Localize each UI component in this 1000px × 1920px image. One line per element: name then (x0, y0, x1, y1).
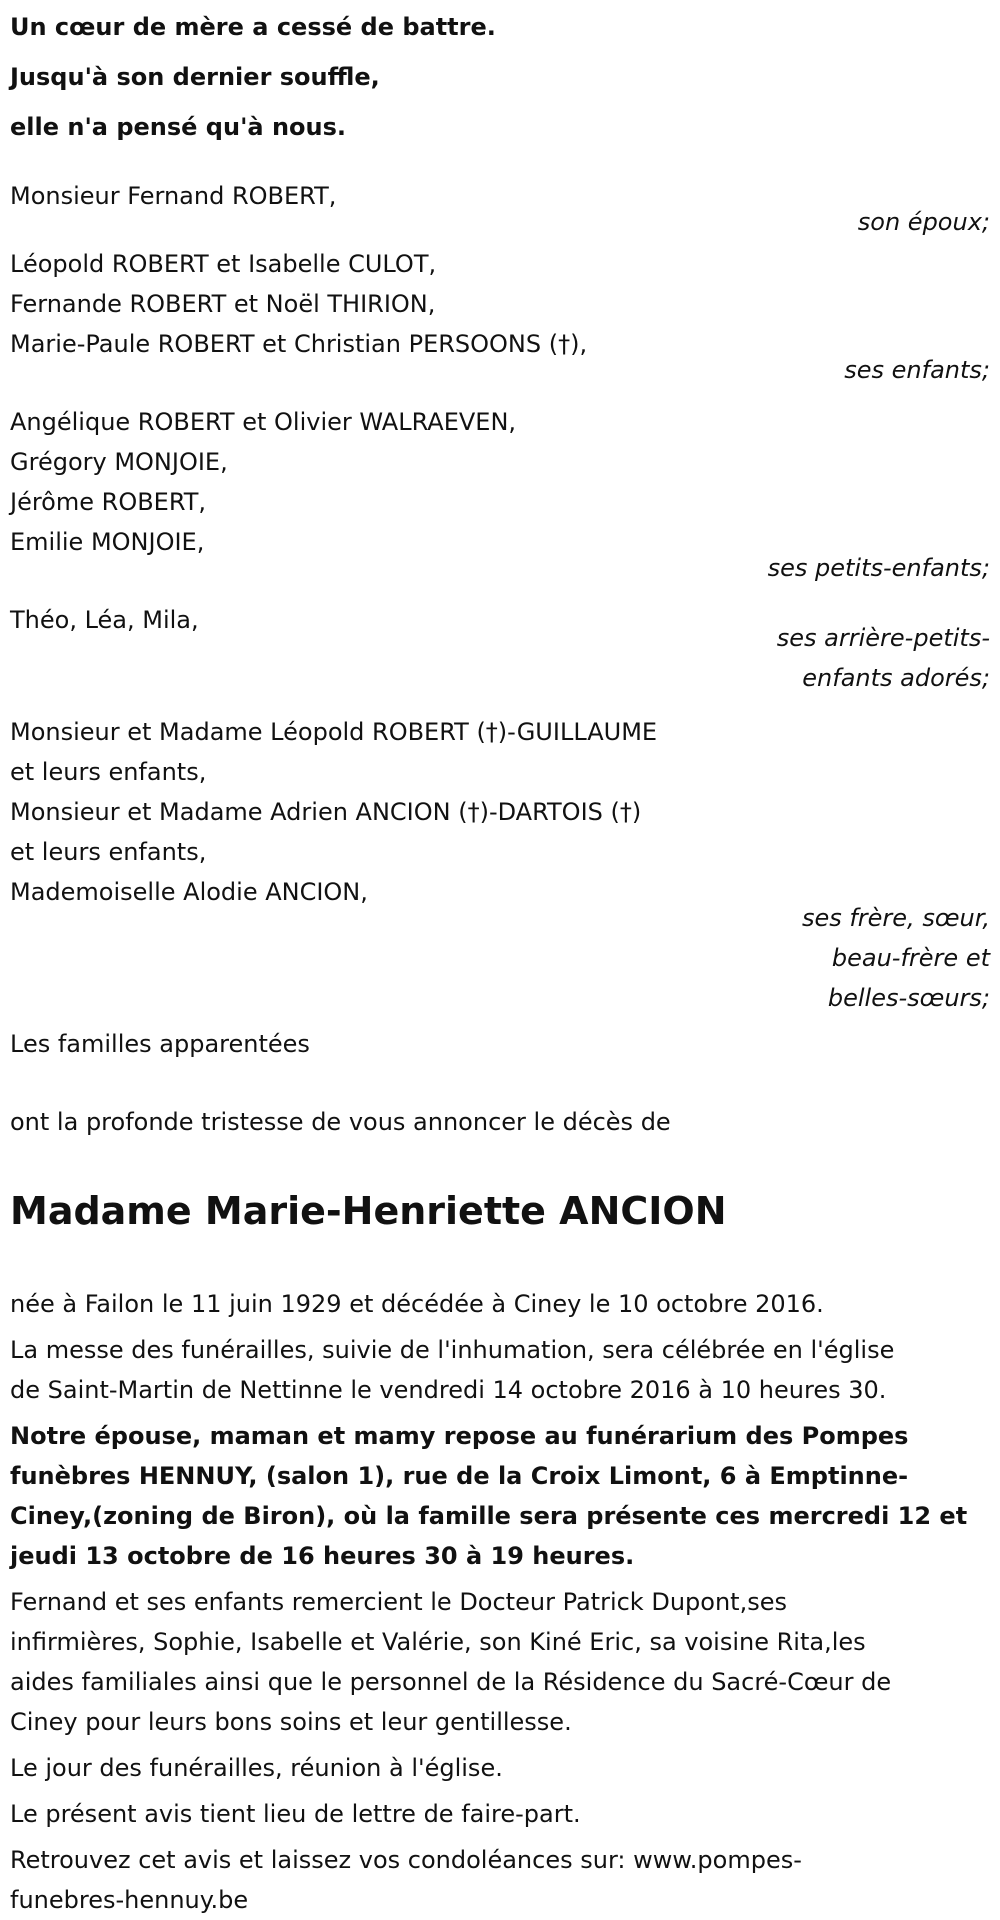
verse-line: elle n'a pensé qu'à nous. (10, 113, 347, 141)
siblings-relation: ses frère, sœur, beau-frère et belles-sœurs; (801, 904, 990, 1012)
children-relation: ses enfants; (844, 356, 990, 384)
husband-name: Monsieur Fernand ROBERT, (10, 182, 337, 210)
meeting-line: Le jour des funérailles, réunion à l'église. (10, 1754, 503, 1782)
birth-death-line: née à Failon le 11 juin 1929 et décédée à Ciney le 10 octobre 2016. (10, 1290, 824, 1318)
great-grandchildren-relation: ses arrière-petits- enfants adorés; (776, 624, 990, 692)
husband-group (10, 176, 990, 242)
sibling-name: et leurs enfants, (10, 838, 207, 866)
sibling-name: Monsieur et Madame Adrien ANCION (†)-DARTOIS (†) (10, 798, 642, 826)
child-name: Fernande ROBERT et Noël THIRION, (10, 290, 436, 318)
thanks-paragraph: Fernand et ses enfants remercient le Docteur Patrick Dupont,ses infirmières, Sophie, Isabelle et Valérie, son Kiné Eric, sa voisine Rita,les aides familiales ainsi que le personnel de la Résidence du Sacré-Cœur de Ciney pour leurs bons soins et leur gentillesse. (10, 1588, 892, 1736)
sibling-name: Monsieur et Madame Léopold ROBERT (†)-GUILLAUME (10, 718, 658, 746)
siblings-group (10, 712, 990, 1018)
grandchildren-group (10, 402, 990, 588)
announcement-line: ont la profonde tristesse de vous annoncer le décès de (10, 1108, 671, 1136)
grandchild-name: Emilie MONJOIE, (10, 528, 205, 556)
grandchild-name: Angélique ROBERT et Olivier WALRAEVEN, (10, 408, 517, 436)
children-group (10, 244, 990, 390)
condolences-paragraph: Retrouvez cet avis et laissez vos condoléances sur: www.pompes- funebres-hennuy.be (10, 1846, 802, 1914)
deceased-name: Madame Marie-Henriette ANCION (10, 1189, 727, 1233)
funerarium-paragraph: Notre épouse, maman et mamy repose au funérarium des Pompes funèbres HENNUY, (salon 1), rue de la Croix Limont, 6 à Emptinne- Ciney,(zoning de Biron), où la famille sera présente ces mercredi 12 et jeudi 13 octobre de 16 heures 30 à 19 heures. (10, 1422, 968, 1570)
sibling-name: et leurs enfants, (10, 758, 207, 786)
great-grandchildren-group (10, 600, 990, 698)
funeral-mass-paragraph: La messe des funérailles, suivie de l'inhumation, sera célébrée en l'église de Saint-Martin de Nettinne le vendredi 14 octobre 2016 à 10 heures 30. (10, 1336, 895, 1404)
child-name: Marie-Paule ROBERT et Christian PERSOONS (†), (10, 330, 588, 358)
related-families: Les familles apparentées (10, 1030, 310, 1058)
husband-relation: son époux; (857, 208, 990, 236)
child-name: Léopold ROBERT et Isabelle CULOT, (10, 250, 437, 278)
grandchild-name: Grégory MONJOIE, (10, 448, 228, 476)
sibling-name: Mademoiselle Alodie ANCION, (10, 878, 368, 906)
notice-line: Le présent avis tient lieu de lettre de faire-part. (10, 1800, 581, 1828)
verse-line: Jusqu'à son dernier souffle, (10, 63, 380, 91)
grandchildren-relation: ses petits-enfants; (767, 554, 990, 582)
great-grandchild-names: Théo, Léa, Mila, (10, 606, 199, 634)
grandchild-name: Jérôme ROBERT, (10, 488, 207, 516)
opening-verse (10, 0, 990, 152)
verse-line: Un cœur de mère a cessé de battre. (10, 13, 496, 41)
